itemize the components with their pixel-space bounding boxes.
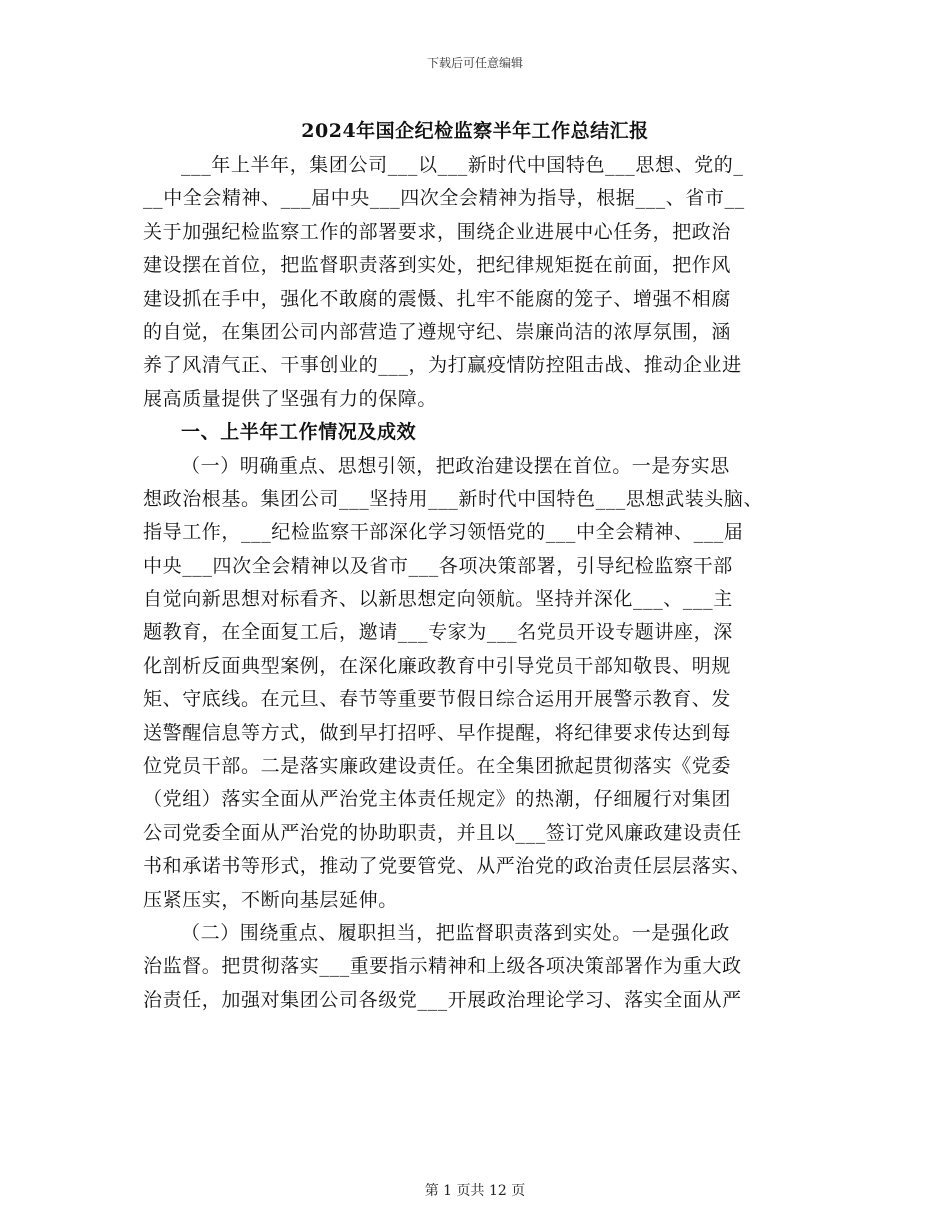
paragraph-line: 建设抓在手中，强化不敢腐的震慑、扎牢不能腐的笼子、增强不相腐 <box>143 287 732 310</box>
paragraph-line: 题教育，在全面复工后，邀请___专家为___名党员开设专题讲座，深 <box>143 621 733 644</box>
paragraph-line: 的自觉，在集团公司内部营造了遵规守纪、崇廉尚洁的浓厚氛围，涵 <box>143 320 732 343</box>
paragraph-line: 指导工作，___纪检监察干部深化学习领悟党的___中全会精神、___届 <box>143 521 744 544</box>
header-note: 下载后可任意编辑 <box>426 56 523 70</box>
paragraph-line: 治责任，加强对集团公司各级党___开展政治理论学习、落实全面从严 <box>143 988 742 1011</box>
paragraph-line: 展高质量提供了坚强有力的保障。 <box>143 387 438 410</box>
paragraph-line: 关于加强纪检监察工作的部署要求，围绕企业进展中心任务，把政治 <box>143 220 732 243</box>
paragraph-line: 书和承诺书等形式，推动了党要管党、从严治党的政治责任层层落实、 <box>143 855 751 878</box>
paragraph-line: 自觉向新思想对标看齐、以新思想定向领航。坚持并深化___、___主 <box>143 588 733 611</box>
paragraph-line: 中央___四次全会精神以及省市___各项决策部署，引导纪检监察干部 <box>143 554 733 577</box>
document-title: 2024年国企纪检监察半年工作总结汇报 <box>301 120 649 142</box>
section-heading: 一、上半年工作情况及成效 <box>181 421 417 444</box>
paragraph-line: __中全会精神、___届中央___四次全会精神为指导，根据___、省市__ <box>143 187 745 210</box>
paragraph-line: 压紧压实，不断向基层延伸。 <box>143 888 398 911</box>
paragraph-line: 治监督。把贯彻落实___重要指示精神和上级各项决策部署作为重大政 <box>143 955 742 978</box>
paragraph-line: 矩、守底线。在元旦、春节等重要节假日综合运用开展警示教育、发 <box>143 688 732 711</box>
paragraph-line: ___年上半年，集团公司___以___新时代中国特色___思想、党的_ <box>181 154 744 176</box>
paragraph-line: 建设摆在首位，把监督职责落到实处，把纪律规矩挺在前面，把作风 <box>143 254 732 277</box>
page-number-footer: 第 1 页共 12 页 <box>424 1183 526 1199</box>
paragraph-line: 化剖析反面典型案例，在深化廉政教育中引导党员干部知敬畏、明规 <box>143 654 732 677</box>
paragraph-line: 位党员干部。二是落实廉政建设责任。在全集团掀起贯彻落实《党委 <box>143 755 732 778</box>
paragraph-line: （二）围绕重点、履职担当，把监督职责落到实处。一是强化政 <box>181 921 730 944</box>
paragraph-line: 公司党委全面从严治党的协助职责，并且以___签订党风廉政建设责任 <box>143 821 742 844</box>
document-body <box>143 149 815 1017</box>
paragraph-line: 送警醒信息等方式，做到早打招呼、早作提醒，将纪律要求传达到每 <box>143 721 732 744</box>
paragraph-line: 养了风清气正、干事创业的___，为打赢疫情防控阻击战、推动企业进 <box>143 354 742 377</box>
paragraph-line: （党组）落实全面从严治党主体责任规定》的热潮，仔细履行对集团 <box>143 788 732 811</box>
paragraph-line: （一）明确重点、思想引领，把政治建设摆在首位。一是夯实思 <box>181 454 730 477</box>
paragraph-line: 想政治根基。集团公司___坚持用___新时代中国特色___思想武装头脑、 <box>143 487 764 510</box>
